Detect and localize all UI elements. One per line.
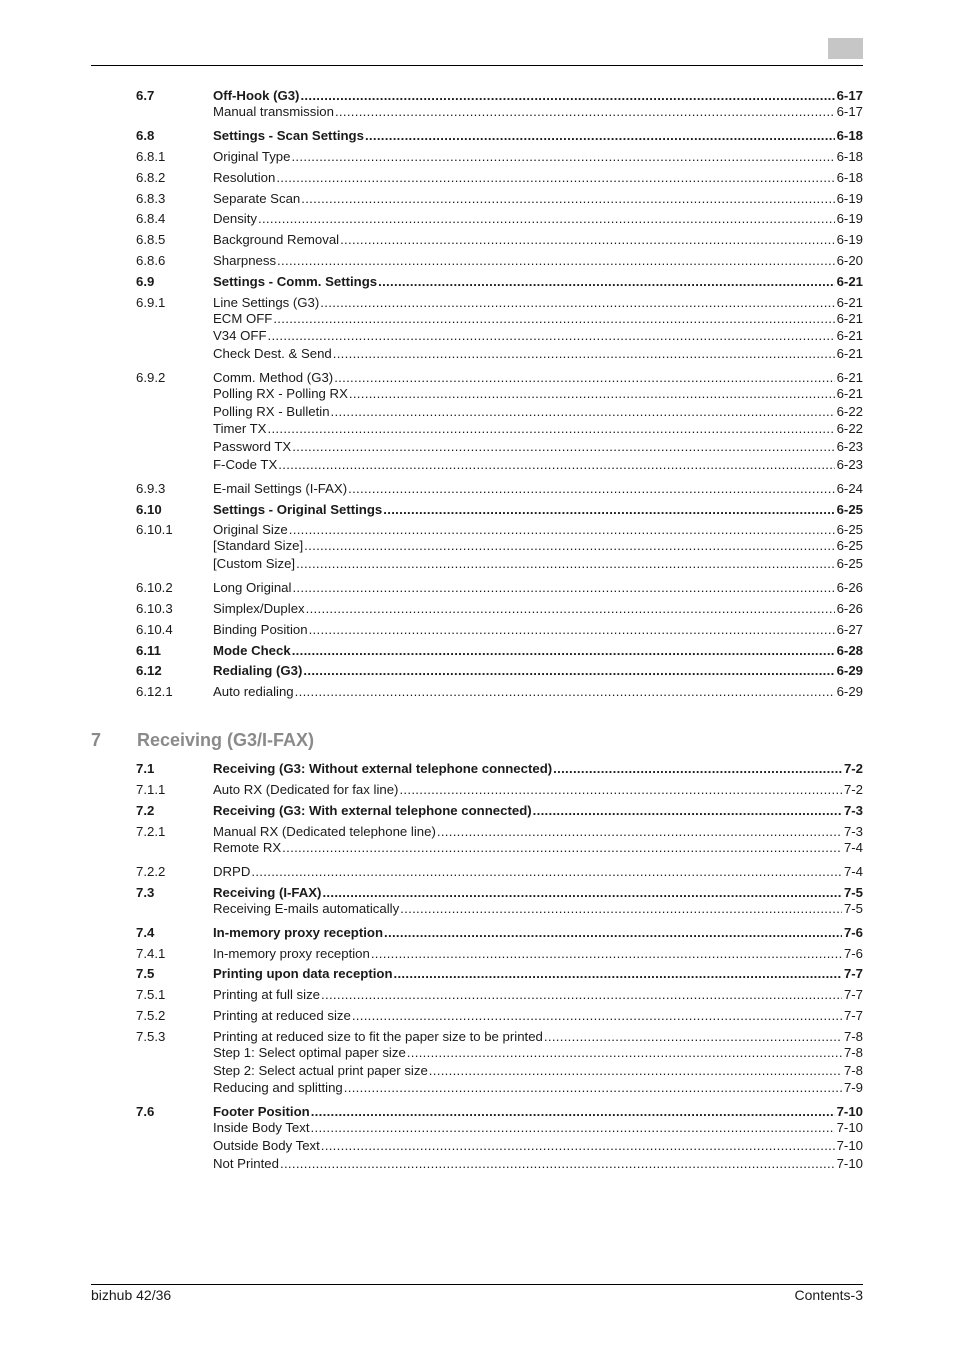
toc-entry-title: Long Original [213, 580, 292, 595]
toc-entry-title: Simplex/Duplex [213, 601, 305, 616]
toc-entry-title: Footer Position [213, 1104, 310, 1119]
toc-section-number: 6.12.1 [136, 684, 173, 699]
dot-leader [301, 191, 834, 207]
toc-page-number: 7-10 [836, 1138, 863, 1153]
toc-entry-title: Original Type [213, 149, 291, 164]
dot-leader [352, 1008, 842, 1024]
toc-page-number: 7-7 [843, 966, 863, 981]
toc-section-row[interactable] [0, 966, 954, 982]
toc-page-number: 7-8 [843, 1029, 863, 1044]
toc-section-row[interactable] [0, 885, 954, 901]
dot-leader [280, 1156, 835, 1172]
toc-entry-title: [Standard Size] [213, 538, 304, 553]
toc-page-number: 7-5 [843, 901, 863, 916]
toc-entry-title: Printing at reduced size to fit the paper size to be printed [213, 1029, 543, 1044]
toc-page-number: 6-19 [836, 191, 863, 206]
toc-entry [213, 663, 863, 679]
toc-entry [213, 684, 863, 700]
toc-page-number: 7-10 [836, 1120, 863, 1135]
toc-entry [213, 253, 863, 269]
toc-entry [213, 864, 863, 880]
toc-entry-title: Redialing (G3) [213, 663, 303, 678]
toc-section-row[interactable] [0, 502, 954, 518]
toc-page-number: 6-28 [836, 643, 863, 658]
toc-entry-title: ECM OFF [213, 311, 273, 326]
toc-page-number: 6-18 [836, 170, 863, 185]
toc-entry [213, 1156, 863, 1172]
toc-page-number: 6-25 [836, 556, 863, 571]
toc-entry-title: Line Settings (G3) [213, 295, 320, 310]
dot-leader [321, 987, 842, 1003]
toc-entry [213, 987, 863, 1003]
toc-page-number: 6-21 [836, 295, 863, 310]
toc-page-number: 6-23 [836, 439, 863, 454]
dot-leader [277, 253, 835, 269]
dot-leader [394, 966, 842, 982]
toc-page-number: 6-25 [836, 502, 863, 517]
toc-entry-title: Step 1: Select optimal paper size [213, 1045, 406, 1060]
toc-entry [213, 211, 863, 227]
toc-entry-title: Printing at reduced size [213, 1008, 351, 1023]
toc-page-number: 7-2 [843, 782, 863, 797]
toc-entry [213, 502, 863, 518]
toc-entry-title: Step 2: Select actual print paper size [213, 1063, 428, 1078]
toc-section-number: 6.8.6 [136, 253, 166, 268]
toc-row[interactable] [0, 782, 954, 798]
toc-entry-title: Manual RX (Dedicated telephone line) [213, 824, 436, 839]
toc-page-number: 6-27 [836, 622, 863, 637]
toc-section-number: 7.1 [136, 761, 155, 776]
dot-leader [273, 311, 834, 327]
toc-section-number: 6.10 [136, 502, 162, 517]
toc-section-number: 6.8.2 [136, 170, 166, 185]
toc-entry-title: Original Size [213, 522, 288, 537]
toc-entry-title: Auto RX (Dedicated for fax line) [213, 782, 399, 797]
dot-leader [309, 622, 835, 638]
toc-entry-title: Mode Check [213, 643, 291, 658]
toc-entry-title: Settings - Original Settings [213, 502, 383, 517]
dot-leader [340, 232, 835, 248]
toc-entry-title: DRPD [213, 864, 251, 879]
dot-leader [278, 457, 834, 473]
toc-entry-title: In-memory proxy reception [213, 925, 384, 940]
toc-section-number: 7.2.1 [136, 824, 166, 839]
toc-page-number: 6-17 [836, 104, 863, 119]
dot-leader [335, 104, 835, 120]
toc-entry [213, 149, 863, 165]
toc-entry-title: Timer TX [213, 421, 267, 436]
toc-entry-title: Not Printed [213, 1156, 279, 1171]
toc-page-number: 6-24 [836, 481, 863, 496]
toc-row[interactable] [0, 987, 954, 1003]
toc-section-number: 6.12 [136, 663, 162, 678]
toc-page-number: 7-4 [843, 864, 863, 879]
toc-entry [213, 1063, 863, 1079]
dot-leader [320, 295, 834, 311]
toc-entry [213, 295, 863, 311]
toc-page-number: 6-19 [836, 211, 863, 226]
toc-entry [213, 1029, 863, 1045]
toc-row[interactable] [0, 311, 954, 327]
toc-entry [213, 522, 863, 538]
toc-entry [213, 328, 863, 344]
dot-leader [533, 803, 842, 819]
dot-leader [349, 386, 835, 402]
toc-page-number: 6-20 [836, 253, 863, 268]
toc-entry [213, 439, 863, 455]
toc-entry [213, 1080, 863, 1096]
toc-page-number: 7-3 [843, 803, 863, 818]
toc-entry [213, 761, 863, 777]
toc-entry-title: Polling RX - Polling RX [213, 386, 348, 401]
footer-page-number: Contents-3 [794, 1287, 863, 1303]
toc-row[interactable] [0, 328, 954, 344]
dot-leader [383, 502, 834, 518]
chapter-heading [0, 728, 954, 752]
toc-entry [213, 404, 863, 420]
toc-entry-title: Auto redialing [213, 684, 294, 699]
toc-entry [213, 824, 863, 840]
toc-row[interactable] [0, 1080, 954, 1096]
dot-leader [331, 404, 835, 420]
toc-row[interactable] [0, 232, 954, 248]
toc-entry [213, 191, 863, 207]
toc-row[interactable] [0, 211, 954, 227]
toc-section-number: 6.8.4 [136, 211, 166, 226]
dot-leader [429, 1063, 842, 1079]
toc-section-number: 6.9 [136, 274, 155, 289]
toc-entry-title: In-memory proxy reception [213, 946, 370, 961]
dot-leader [251, 864, 842, 880]
toc-section-number: 6.9.3 [136, 481, 166, 496]
toc-entry-title: Background Removal [213, 232, 340, 247]
dot-leader [311, 1120, 835, 1136]
toc-page-number: 7-3 [843, 824, 863, 839]
footer-product-name: bizhub 42/36 [91, 1287, 172, 1303]
toc-section-row[interactable] [0, 663, 954, 679]
toc-entry-title: Outside Body Text [213, 1138, 320, 1153]
dot-leader [344, 1080, 842, 1096]
toc-page-number: 6-18 [836, 149, 863, 164]
toc-entry-title: Printing upon data reception [213, 966, 393, 981]
toc-entry-title: Separate Scan [213, 191, 301, 206]
dot-leader [291, 149, 834, 165]
toc-entry-title: [Custom Size] [213, 556, 296, 571]
toc-section-number: 6.10.1 [136, 522, 173, 537]
toc-section-row[interactable] [0, 925, 954, 941]
toc-page-number: 7-4 [843, 840, 863, 855]
dot-leader [378, 274, 834, 290]
toc-entry-title: Check Dest. & Send [213, 346, 332, 361]
toc-entry-title: Reducing and splitting [213, 1080, 343, 1095]
toc-row[interactable] [0, 622, 954, 638]
toc-section-number: 7.4.1 [136, 946, 166, 961]
dot-leader [276, 170, 834, 186]
toc-page-number: 6-21 [836, 311, 863, 326]
toc-entry [213, 556, 863, 572]
toc-entry [213, 88, 863, 104]
toc-entry [213, 925, 863, 941]
dot-leader [267, 421, 834, 437]
toc-entry [213, 901, 863, 917]
toc-section-number: 6.9.2 [136, 370, 166, 385]
dot-leader [303, 663, 834, 679]
toc-entry-title: Comm. Method (G3) [213, 370, 334, 385]
toc-page-number: 7-9 [843, 1080, 863, 1095]
toc-page-number: 6-21 [836, 346, 863, 361]
toc-section-number: 7.5 [136, 966, 155, 981]
toc-page-number: 7-2 [843, 761, 863, 776]
toc-page-number: 6-21 [836, 274, 863, 289]
toc-section-number: 7.6 [136, 1104, 155, 1119]
toc-entry-title: Receiving (G3: With external telephone connected) [213, 803, 532, 818]
toc-page-number: 6-19 [836, 232, 863, 247]
toc-page-number: 7-5 [843, 885, 863, 900]
toc-row[interactable] [0, 346, 954, 362]
toc-section-number: 7.4 [136, 925, 155, 940]
dot-leader [282, 840, 842, 856]
toc-row[interactable] [0, 149, 954, 165]
toc-entry [213, 1045, 863, 1061]
toc-section-number: 7.3 [136, 885, 155, 900]
toc-entry-title: Polling RX - Bulletin [213, 404, 330, 419]
toc-entry-title: F-Code TX [213, 457, 278, 472]
toc-section-number: 6.7 [136, 88, 155, 103]
toc-entry-title: Password TX [213, 439, 292, 454]
toc-entry [213, 946, 863, 962]
toc-page-number: 7-6 [843, 925, 863, 940]
toc-page-number: 6-25 [836, 538, 863, 553]
toc-page-number: 6-21 [836, 328, 863, 343]
toc-row[interactable] [0, 481, 954, 497]
toc-section-number: 7.5.3 [136, 1029, 166, 1044]
toc-section-number: 6.10.3 [136, 601, 173, 616]
toc-entry [213, 803, 863, 819]
toc-section-number: 7.5.2 [136, 1008, 166, 1023]
toc-row[interactable] [0, 580, 954, 596]
toc-entry [213, 538, 863, 554]
dot-leader [334, 370, 834, 386]
toc-page-number: 6-29 [836, 663, 863, 678]
toc-row[interactable] [0, 439, 954, 455]
toc-row[interactable] [0, 253, 954, 269]
toc-entry [213, 580, 863, 596]
dot-leader [544, 1029, 842, 1045]
toc-row[interactable] [0, 556, 954, 572]
toc-entry [213, 170, 863, 186]
toc-entry [213, 481, 863, 497]
toc-section-number: 6.8 [136, 128, 155, 143]
dot-leader [333, 346, 835, 362]
toc-section-number: 7.5.1 [136, 987, 166, 1002]
toc-row[interactable] [0, 522, 954, 538]
toc-entry [213, 1008, 863, 1024]
toc-page-number: 6-17 [836, 88, 863, 103]
toc-entry-title: Settings - Scan Settings [213, 128, 364, 143]
toc-entry [213, 386, 863, 402]
dot-leader [553, 761, 842, 777]
toc-row[interactable] [0, 1008, 954, 1024]
toc-entry [213, 966, 863, 982]
toc-entry [213, 643, 863, 659]
toc-page-number: 6-22 [836, 421, 863, 436]
toc-section-number: 6.8.1 [136, 149, 166, 164]
dot-leader [407, 1045, 842, 1061]
toc-entry-title: E-mail Settings (I-FAX) [213, 481, 348, 496]
dot-leader [289, 522, 835, 538]
toc-row[interactable] [0, 421, 954, 437]
dot-leader [437, 824, 842, 840]
toc-page-number: 6-25 [836, 522, 863, 537]
toc-entry [213, 421, 863, 437]
dot-leader [296, 556, 835, 572]
toc-entry-title: Inside Body Text [213, 1120, 310, 1135]
toc-entry [213, 840, 863, 856]
toc-page-number: 6-21 [836, 370, 863, 385]
toc-row[interactable] [0, 295, 954, 311]
toc-entry-title: Off-Hook (G3) [213, 88, 300, 103]
toc-entry-title: Receiving E-mails automatically [213, 901, 400, 916]
toc-row[interactable] [0, 538, 954, 554]
toc-section-number: 7.1.1 [136, 782, 166, 797]
toc-entry [213, 311, 863, 327]
toc-page-number: 7-7 [843, 987, 863, 1002]
toc-section-number: 7.2.2 [136, 864, 166, 879]
dot-leader [311, 1104, 835, 1120]
toc-row[interactable] [0, 1063, 954, 1079]
dot-leader [365, 128, 835, 144]
toc-page-number: 6-23 [836, 457, 863, 472]
dot-leader [258, 211, 835, 227]
chapter-number: 7 [91, 730, 102, 750]
toc-entry-title: Settings - Comm. Settings [213, 274, 378, 289]
toc-page-number: 7-8 [843, 1045, 863, 1060]
toc-page-number: 6-22 [836, 404, 863, 419]
toc-row[interactable] [0, 191, 954, 207]
dot-leader [292, 643, 835, 659]
toc-section-row[interactable] [0, 761, 954, 777]
toc-row[interactable] [0, 1138, 954, 1154]
dot-leader [399, 782, 841, 798]
chapter-title: Receiving (G3/I-FAX) [137, 730, 315, 750]
toc-entry-title: Binding Position [213, 622, 308, 637]
toc-section-number: 6.8.5 [136, 232, 166, 247]
dot-leader [371, 946, 842, 962]
toc-section-number: 6.8.3 [136, 191, 166, 206]
toc-entry [213, 104, 863, 120]
toc-page-number: 6-21 [836, 386, 863, 401]
toc-row[interactable] [0, 864, 954, 880]
dot-leader [295, 684, 835, 700]
toc-entry [213, 601, 863, 617]
toc-row[interactable] [0, 1120, 954, 1136]
toc-page-number: 7-10 [836, 1156, 863, 1171]
toc-page-number: 6-26 [836, 580, 863, 595]
toc-row[interactable] [0, 601, 954, 617]
toc-section-row[interactable] [0, 274, 954, 290]
toc-entry [213, 622, 863, 638]
toc-row[interactable] [0, 901, 954, 917]
toc-row[interactable] [0, 104, 954, 120]
toc-entry-title: Manual transmission [213, 104, 334, 119]
toc-entry-title: Receiving (G3: Without external telephone connected) [213, 761, 553, 776]
dot-leader [268, 328, 835, 344]
toc-entry-title: Printing at full size [213, 987, 321, 1002]
toc-entry [213, 782, 863, 798]
toc-section-row[interactable] [0, 803, 954, 819]
dot-leader [384, 925, 842, 941]
toc-entry [213, 1138, 863, 1154]
toc-entry [213, 370, 863, 386]
toc-section-number: 7.2 [136, 803, 155, 818]
toc-section-row[interactable] [0, 643, 954, 659]
toc-entry [213, 457, 863, 473]
toc-section-row[interactable] [0, 88, 954, 104]
toc-entry-title: Resolution [213, 170, 276, 185]
dot-leader [292, 439, 834, 455]
toc-row[interactable] [0, 946, 954, 962]
toc-row[interactable] [0, 840, 954, 856]
toc-section-number: 6.10.2 [136, 580, 173, 595]
toc-row[interactable] [0, 1045, 954, 1061]
dot-leader [348, 481, 834, 497]
dot-leader [400, 901, 842, 917]
dot-leader [321, 1138, 835, 1154]
toc-page-number: 7-10 [836, 1104, 863, 1119]
toc-row[interactable] [0, 1029, 954, 1045]
toc-page-number: 6-26 [836, 601, 863, 616]
toc-entry [213, 1120, 863, 1136]
toc-row[interactable] [0, 170, 954, 186]
toc-section-row[interactable] [0, 1104, 954, 1120]
toc-page-number: 7-7 [843, 1008, 863, 1023]
dot-leader [304, 538, 834, 554]
dot-leader [300, 88, 834, 104]
toc-row[interactable] [0, 386, 954, 402]
toc-section-number: 6.9.1 [136, 295, 166, 310]
toc-page-number: 7-6 [843, 946, 863, 961]
toc-entry [213, 885, 863, 901]
toc-entry [213, 128, 863, 144]
dot-leader [292, 580, 834, 596]
dot-leader [306, 601, 835, 617]
toc-row[interactable] [0, 824, 954, 840]
toc-row[interactable] [0, 457, 954, 473]
toc-row[interactable] [0, 370, 954, 386]
toc-page-number: 6-18 [836, 128, 863, 143]
toc-entry [213, 232, 863, 248]
toc-row[interactable] [0, 1156, 954, 1172]
toc-entry-title: Density [213, 211, 257, 226]
toc-row[interactable] [0, 404, 954, 420]
toc-page-number: 7-8 [843, 1063, 863, 1078]
toc-entry-title: Remote RX [213, 840, 282, 855]
toc-entry [213, 1104, 863, 1120]
dot-leader [322, 885, 841, 901]
toc-entry-title: V34 OFF [213, 328, 267, 343]
toc-section-number: 6.11 [136, 643, 161, 658]
toc-entry-title: Receiving (I-FAX) [213, 885, 322, 900]
toc-section-number: 6.10.4 [136, 622, 173, 637]
footer-rule [91, 1284, 863, 1285]
toc-section-row[interactable] [0, 128, 954, 144]
toc-entry [213, 274, 863, 290]
toc-row[interactable] [0, 684, 954, 700]
toc-entry [213, 346, 863, 362]
toc-page-number: 6-29 [836, 684, 863, 699]
toc-entry-title: Sharpness [213, 253, 277, 268]
